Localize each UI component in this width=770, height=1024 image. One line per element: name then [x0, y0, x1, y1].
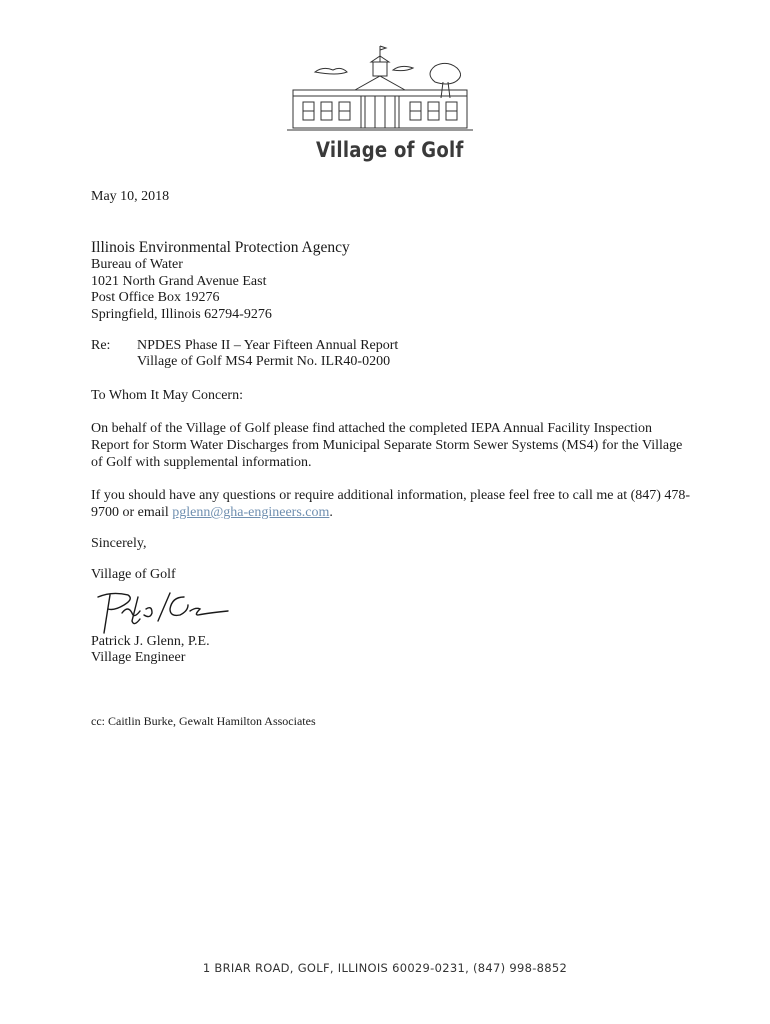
letterhead-title: Village of Golf: [316, 138, 464, 162]
village-hall-building-icon: [285, 40, 475, 140]
letter-date: May 10, 2018: [91, 189, 170, 204]
contact-text: If you should have any questions or require additional information, please feel free to call me at (847) 478-9700 or email: [91, 488, 691, 520]
subject-line: NPDES Phase II – Year Fifteen Annual Report: [137, 338, 399, 353]
subject-lines: [137, 338, 398, 370]
salutation: To Whom It May Concern:: [91, 388, 243, 403]
cc-line: cc: Caitlin Burke, Gewalt Hamilton Associates: [91, 714, 316, 728]
recipient-organization: Illinois Environmental Protection Agency: [91, 239, 350, 256]
handwritten-signature: [92, 583, 242, 635]
body-paragraph: On behalf of the Village of Golf please find attached the completed IEPA Annual Facility Inspection Report for Storm Water Discharges from Municipal Separate Storm Sewer Systems (MS4) for the Village of Golf with supplemental information.: [91, 421, 683, 470]
signer-name: Patrick J. Glenn, P.E.: [91, 634, 210, 649]
contact-paragraph: [91, 487, 691, 521]
subject-line: Village of Golf MS4 Permit No. ILR40-0200: [137, 354, 391, 369]
contact-text-end: .: [329, 505, 333, 520]
valediction: Sincerely,: [91, 536, 147, 551]
email-link[interactable]: pglenn@gha-engineers.com: [172, 505, 330, 520]
recipient-line: Springfield, Illinois 62794-9276: [91, 306, 272, 322]
subject-label: Re:: [91, 338, 111, 353]
closing-organization: Village of Golf: [91, 567, 176, 582]
recipient-line: Post Office Box 19276: [91, 290, 220, 305]
signer-title: Village Engineer: [91, 650, 186, 665]
recipient-address: [91, 238, 350, 323]
signer-block: [91, 634, 210, 666]
footer-address: 1 BRIAR ROAD, GOLF, ILLINOIS 60029-0231, (847) 998-8852: [202, 961, 568, 975]
recipient-line: Bureau of Water: [91, 257, 183, 272]
recipient-line: 1021 North Grand Avenue East: [91, 273, 267, 289]
